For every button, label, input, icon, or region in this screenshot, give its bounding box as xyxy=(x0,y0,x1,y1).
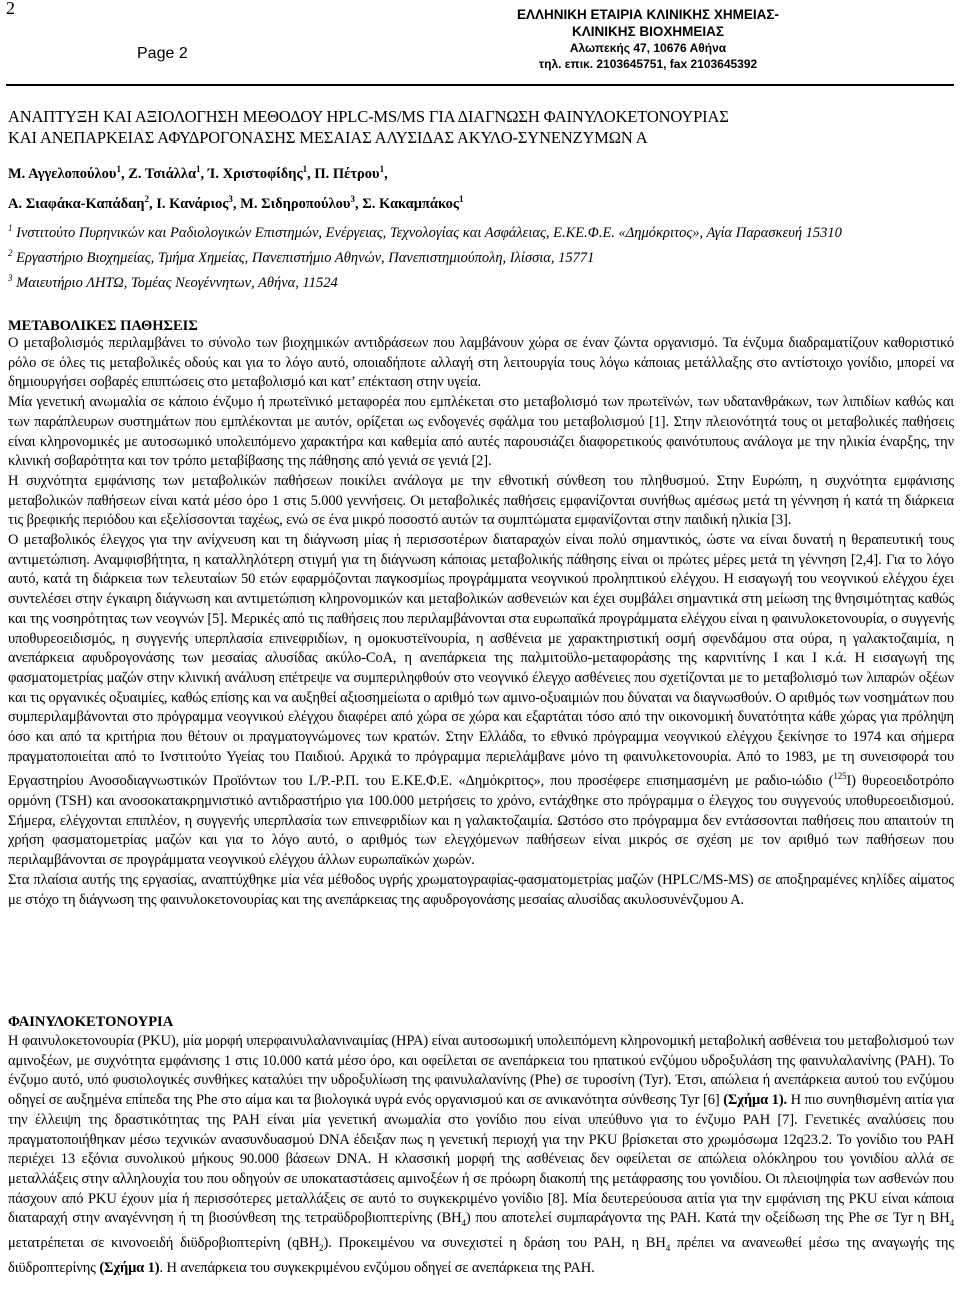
section-heading-phenylketonuria: ΦΑΙΝΥΛΟΚΕΤΟΝΟΥΡΙΑ xyxy=(8,1014,174,1030)
affiliation-item xyxy=(8,268,952,293)
author-affiliation-marker: 1 xyxy=(196,164,201,174)
author-name: Ζ. Τσιάλλα xyxy=(128,165,197,182)
affiliation-marker: 3 xyxy=(8,272,13,283)
section-heading-metabolic-disorders: ΜΕΤΑΒΟΛΙΚΕΣ ΠΑΘΗΣΕΙΣ xyxy=(8,318,198,334)
paragraph: Ο μεταβολικός έλεγχος για την ανίχνευση και τη διάγνωση μίας ή περισσοτέρων διαταραχών είναι πολύ σημαντικός, ώστε να είναι δυνατή η θεραπευτική τους αντιμετώπιση. Αναμφισβήτητα, η καταλληλότερη στιγμή για τη διάγνωση κάποιας μεταβολικής πάθησης είναι οι πρώτες μέρες μετά τη γέννηση [2,4]. Για το λόγο αυτό, κατά τη διάρκεια των τελευταίων 50 ετών εφαρμόζονται παγκοσμίως προγράμματα νεογνικού προληπτικού ελέγχου. Η εισαγωγή του νεογνικού ελέγχου έχει συντελέσει στην έγκαιρη διάγνωση και αντιμετώπιση κληρονομικών και μεταβολικών ασθενειών και έχει συμβάλει σημαντικά στη μείωση της θνησιμότητας καθώς και της νοσηρότητας των νεογνών [5]. Μερικές από τις παθήσεις που περιλαμβάνονται στα ευρωπαϊκά προγράμματα ελέγχου είναι η φαινυλοκετονουρία, ο συγγενής υποθυρεοειδισμός, η συγγενής υπερπλασία επινεφριδίων, η ομοκυστεϊνουρία, η ασθένεια με χαρακτηριστική οσμή σφενδάμου στα ούρα, η γαλακτοζαιμία, η ανεπάρκεια αφυδρογονάσης των μεσαίας αλυσίδας ακύλο-CoA, η ανεπάρκεια της παλμιτοϋλο-μεταφοράσης της καρνιτίνης Ι και Ι κ.ά. Η εισαγωγή της φασματομετρίας μαζών στην κλινική ανάλυση επέτρεψε να συμπεριληφθούν στο νεογνικό έλεγχο ασθένειες που σχετίζονται με το μεταβολισμό των λιπαρών οξέων και τις οργανικές οξυαιμίες, καθώς επίσης και να αυξηθεί αξιοσημείωτα ο αριθμό των αμινο-οξυαιμιών που δύναται να διαγνωσθούν. Ο αριθμός των νοσημάτων που συμπεριλαμβάνονται στο πρόγραμμα νεογνικού ελέγχου διαφέρει από χώρα σε χώρα και εξαρτάται τόσο από την οικονομική δυνατότητα κάθε χώρας για πρόληψη όσο και από τα κριτήρια που θέτουν οι πραγματογνώμονες των κρατών. Στην Ελλάδα, το εθνικό πρόγραμμα νεογνικού ελέγχου ξεκίνησε το 1974 και σήμερα πραγματοποιείται από το Ινστιτούτο Υγείας του Παιδιού. Αρχικά το πρόγραμμα περιελάμβανε μόνο τη φαινυλκετονουρία. Από το 1983, με τη συνεισφορά του Εργαστηρίου Ανοσοδιαγνωστικών Προϊόντων του Ι./Ρ.-Ρ.Π. του Ε.ΚΕ.Φ.Ε. «Δημόκριτος», που προσέφερε επισημασμένη με ραδιο-ιώδιο ($^{125}$Ι) θυρεοειδοτρόπο ορμόνη (TSH) και ανοσοκατακρημνιστικό αντιδραστήριο για 100.000 μετρήσεις το χρόνο, εντάχθηκε στο πρόγραμμα ο έλεγχος του συγγενούς υποθυρεοειδισμού. Σήμερα, ελέγχονται επιπλέον, η συγγενής υπερπλασία των επινεφριδίων και η γαλακτοζαιμία. Ωστόσο στο πρόγραμμα δεν εντάσσονται παθήσεις που απαιτούν τη χρήση φασματομετρίας μαζών και για το λόγο αυτό, ο αριθμός των ελεγχόμενων παθήσεων είναι μικρός σε σχέση με τον αριθμό των παθήσεων που περιλαμβάνονται σε προγράμματα νεογνικού ελέγχου άλλων ευρωπαϊκών χωρών. xyxy=(8,532,954,869)
affiliation-item xyxy=(8,218,952,243)
author-affiliation-marker: 1 xyxy=(379,164,385,174)
society-name-line-1: ΕΛΛΗΝΙΚΗ ΕΤΑΙΡΙΑ ΚΛΙΝΙΚΗΣ ΧΗΜΕΙΑΣ- xyxy=(517,7,779,22)
paragraph: Η φαινυλοκετονουρία (PKU), μία μορφή υπερφαινυλαλανιναιμίας (HPA) είναι αυτοσωμική υπολειπόμενη κληρονομική μεταβολική ασθένεια του μεταβολισμού των αμινοξέων, με συχνότητα εμφάνισης 1 στις 10.000 κατά μέσο όρο, και οφείλεται σε ανεπάρκεια του ηπατικού ενζύμου υδροξυλάση της φαινυλαλανίνης (PAH). Το ένζυμο αυτό, υπό φυσιολογικές συνθήκες καταλύει την υδροξυλίωση της φαινυλαλανίνης (Phe) σε τυροσίνη (Tyr). Έτσι, απώλεια ή ανεπάρκεια αυτού του ενζύμου οδηγεί σε αυξημένα επίπεδα της Phe στο αίμα και τα βιολογικά υγρά ενός οργανισμού και σε ανικανότητα σύνθεσης Tyr [6] (Σχήμα 1). Η πιο συνηθισμένη αιτία για την έλλειψη της δραστικότητας της PAH είναι μία γενετική ανωμαλία στο γονίδιο που είναι υπεύθυνο για το ένζυμο PAH [7]. Γενετικές αναλύσεις που πραγματοποιήθηκαν μέσω τεχνικών ανασυνδυασμού DNA έδειξαν πως η γενετική περιοχή για την PKU βρίσκεται στο χρωμόσωμα 12q23.2. Το γονίδιο του PAH περιέχει 13 εξόνια συνολικού μήκους 90.000 βάσεων DNA. Η κλασσική μορφή της ασθένειας δεν οφείλεται σε απώλεια ολόκληρου του γονιδίου αλλά σε μεταλλάξεις στην αλληλουχία του που οδηγούν σε υποκαταστάσεις αμινοξέων ή σε πρόωρη διακοπή της μετάφρασης του γονιδίου. Οι πλειοψηφία των ασθενών που πάσχουν από PKU έχουν μία ή περισσότερες μεταλλάξεις σε αυτό το συγκεκριμένο γονίδιο [8]. Μία δευτερεύουσα αιτία για την εμφάνιση της PKU είναι κάποια διαταραχή στην αναγέννηση ή τη βιοσύνθεση της τετραϋδροβιοπτερίνης $(BH_4)$ που αποτελεί συμπαράγοντα της PAH. Κατά την οξείδωση της Phe σε Tyr η $BH_4$ μετατρέπεται σε κινονοειδή διϋδροβιοπτερίνη (qBH$_2$). Προκειμένου να συνεχιστεί η δράση του PAH, η $BH_4$ πρέπει να ανανεωθεί μέσω της αναγωγής της διϋδροπτερίνης (Σχήμα 1). Η ανεπάρκεια του συγκεκριμένου ενζύμου οδηγεί σε ανεπάρκεια της PAH. xyxy=(8,1033,955,1276)
title-line-1: ΑΝΑΠΤΥΞΗ ΚΑΙ ΑΞΙΟΛΟΓΗΣΗ ΜΕΘΟΔΟΥ HPLC-MS/MS ΓΙΑ ΔΙΑΓΝΩΣΗ ΦΑΙΝΥΛΟΚΕΤΟΝΟΥΡΙΑΣ xyxy=(8,107,729,126)
paragraph: Στα πλαίσια αυτής της εργασίας, αναπτύχθηκε μία νέα μέθοδος υγρής χρωματογραφίας-φασματομετρίας μαζών (HPLC/MS-MS) σε αποξηραμένες κηλίδες αίματος με στόχο τη διάγνωση της φαινυλοκετονουρίας και της ανεπάρκειας της αφυδρογονάσης μεσαίας αλυσίδας ακυλοσυνένζυμου Α. xyxy=(8,871,954,908)
title-line-2: ΚΑΙ ΑΝΕΠΑΡΚΕΙΑΣ ΑΦΥΔΡΟΓΟΝΑΣΗΣ ΜΕΣΑΙΑΣ ΑΛΥΣΙΔΑΣ ΑΚΥΛΟ-ΣΥΝΕΝΖΥΜΩΝ Α xyxy=(8,128,648,147)
page-number: 2 xyxy=(6,0,15,18)
author-name: Μ. Σιδηροπούλου xyxy=(240,195,351,212)
author-name: Μ. Αγγελοπούλου xyxy=(8,165,117,182)
authors-line-2: Α. Σιαφάκα-Καπάδαη$^2$, Ι. Κανάριος$^3$, Μ. Σιδηροπούλου$^3$, Σ. Κακαμπάκος$^1$ xyxy=(8,193,464,212)
paragraph: Η συχνότητα εμφάνισης των μεταβολικών παθήσεων ποικίλει ανάλογα με την εθνοτική σύνθεση του πληθυσμού. Στην Ευρώπη, η συχνότητα εμφάνισης μεταβολικών παθήσεων είναι κατά μέσο όρο 1 στις 5.000 γεννήσεις. Οι μεταβολικές παθήσεις εμφανίζονται συνήθως αμέσως μετά τη γέννηση ή κατά τη διάρκεια τις βρεφικής περιόδου και εξελίσσονται ταχέως, ενώ σε ένα μικρό ποσοστό αυτών τα συμπτώματα εμφανίζονται στην παιδική ηλικία [3]. xyxy=(8,472,954,529)
author-affiliation-marker: 1 xyxy=(302,164,308,174)
affiliation-list xyxy=(8,218,952,292)
affiliation-text: Ινστιτούτο Πυρηνικών και Ραδιολογικών Επιστημών, Ενέργειας, Τεχνολογίας και Ασφάλειας, Ε.ΚΕ.Φ.Ε. «Δημόκριτος», Αγία Παρασκευή 15310 xyxy=(12,224,842,241)
affiliation-text: Εργαστήριο Βιοχημείας, Τμήμα Χημείας, Πανεπιστήμιο Αθηνών, Πανεπιστημιούπολη, Ιλίσσια, 15771 xyxy=(12,249,595,266)
author-name: Ι. Κανάριος xyxy=(156,195,229,212)
author-name: Π. Πέτρου xyxy=(314,165,380,182)
authors-line-1: Μ. Αγγελοπούλου$^1$, Ζ. Τσιάλλα$^1$, Ί. Χριστοφίδης$^1$, Π. Πέτρου$^1$, xyxy=(8,164,388,182)
header-divider xyxy=(6,84,954,86)
paragraph: Ο μεταβολισμός περιλαμβάνει το σύνολο των βιοχημικών αντιδράσεων που λαμβάνουν χώρα σε έναν ζώντα οργανισμό. Τα ένζυμα διαδραματίζουν καθοριστικό ρόλο σε όλες τις μεταβολικές οδούς και για το λόγο αυτό, οποιαδήποτε αλλαγή στη λειτουργία τους λόγω κάποιας μετάλλαξης στο αντίστοιχο γονίδιο, μπορεί να δημιουργήσει σοβαρές επιπτώσεις στο μεταβολισμό και κατ’ επέκταση στην υγεία. xyxy=(8,335,954,391)
author-affiliation-marker: 1 xyxy=(116,164,121,174)
author-name: Α. Σιαφάκα-Καπάδαη xyxy=(8,195,145,212)
society-letterhead xyxy=(498,6,798,72)
author-affiliation-marker: 1 xyxy=(459,193,464,204)
affiliation-text: Μαιευτήριο ΛΗΤΩ, Τομέας Νεογέννητων, Αθήνα, 11524 xyxy=(12,274,338,291)
affiliation-marker: 2 xyxy=(8,247,13,258)
author-list xyxy=(8,157,464,217)
paper-title xyxy=(8,106,958,148)
author-affiliation-marker: 2 xyxy=(144,193,149,204)
page-label: Page 2 xyxy=(137,45,188,62)
author-name: Σ. Κακαμπάκος xyxy=(362,195,460,212)
section-body-phenylketonuria xyxy=(8,1032,954,1278)
author-name: Ί. Χριστοφίδης xyxy=(207,165,303,182)
affiliation-item xyxy=(8,243,952,268)
society-address: Αλωπεκής 47, 10676 Αθήνα xyxy=(569,41,727,55)
author-affiliation-marker: 3 xyxy=(228,193,233,204)
society-phone-fax: τηλ. επικ. 2103645751, fax 2103645392 xyxy=(538,57,758,71)
society-name-line-2: ΚΛΙΝΙΚΗΣ ΒΙΟΧΗΜΕΙΑΣ xyxy=(572,24,724,39)
affiliation-marker: 1 xyxy=(8,223,13,233)
author-affiliation-marker: 3 xyxy=(350,193,355,204)
section-body-metabolic-disorders xyxy=(8,334,954,910)
paragraph: Μία γενετική ανωμαλία σε κάποιο ένζυμο ή πρωτεϊνικό μεταφορέα που εμπλέκεται στο μεταβολισμό των πρωτεϊνών, των υδατανθράκων, των λιπιδίων καθώς και των παράπλευρων συστημάτων που εμπλέκονται με αυτόν, ορίζεται ως ενδογενές σφάλμα του μεταβολισμού [1]. Στην πλειονότητά τους οι μεταβολικές παθήσεις είναι κληρονομικές με αυτοσωμικό υπολειπόμενο χαρακτήρα και καθεμία από αυτές παρουσιάζει διαφορετικούς φαινότυπους ανάλογα με την ηλικία έναρξης, την κλινική σοβαρότητα και τον τρόπο μεταβίβασης της πάθησης από γενιά σε γενιά [2]. xyxy=(8,394,954,470)
